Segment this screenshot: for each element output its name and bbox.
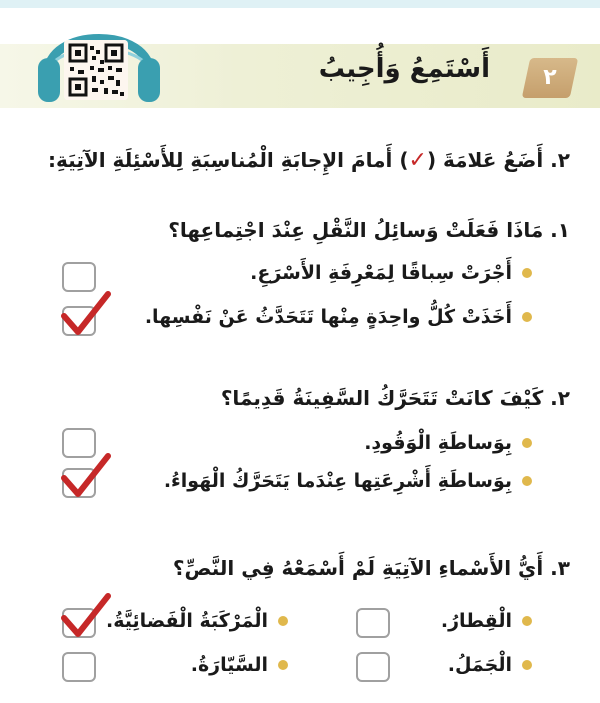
option-text: الْجَمَلُ. [447,654,512,676]
question-3-label: ٣. أَيُّ الأَسْماءِ الآتِيَةِ لَمْ أَسْمَعْهُ فِي النَّصِّ؟ [172,556,570,580]
bullet-icon [522,476,532,486]
question-3-option-1-checkbox[interactable] [356,608,390,638]
bullet-icon [278,660,288,670]
question-1-label: ١. مَاذَا فَعَلَتْ وَسائِلُ النَّقْلِ عِنْدَ اجْتِماعِها؟ [168,218,570,242]
instruction-suffix: ) أَمامَ الإِجابَةِ الْمُناسِبَةِ لِلأَسْئِلَةِ الآتِيَةِ: [48,148,409,172]
checkmark-icon [60,452,112,498]
instruction [48,148,570,173]
bullet-icon [522,268,532,278]
option-text: الْقِطارُ. [440,610,512,632]
question-2-option-1 [364,432,532,454]
bullet-icon [522,438,532,448]
question-1-option-1 [250,262,532,284]
option-text: أَخَذَتْ كُلُّ واحِدَةٍ مِنْها تَتَحَدَّثُ عَنْ نَفْسِها. [144,306,512,328]
checkmark-icon [60,290,112,336]
section-number: ٢ [543,65,557,90]
question-2-label: ٢. كَيْفَ كانَتْ تَتَحَرَّكُ السَّفِينَةُ قَدِيمًا؟ [220,386,570,410]
section-title: أَسْتَمِعُ وَأُجِيبُ [318,54,490,84]
option-text: أَجْرَتْ سِباقًا لِمَعْرِفَةِ الأَسْرَعِ. [250,262,512,284]
question-1-option-2 [145,306,532,328]
checkmark-icon [60,592,112,638]
bullet-icon [278,616,288,626]
option-text: بِوَساطَةِ الْوَقُودِ. [364,432,512,454]
question-2-option-2 [164,470,532,492]
instruction-prefix: ٢. أَضَعُ عَلامَةَ ( [426,148,570,172]
bullet-icon [522,616,532,626]
question-3-option-1 [441,610,532,632]
option-text: السَّيّارَةُ. [190,654,268,676]
question-1-option-1-checkbox[interactable] [62,262,96,292]
bullet-icon [522,660,532,670]
section-number-tab [522,58,579,98]
qr-code-icon[interactable] [64,40,128,100]
question-3-option-4 [191,654,288,676]
question-3-option-3-checkbox[interactable] [356,652,390,682]
question-3-option-2 [106,610,288,632]
option-text: بِوَساطَةِ أَشْرِعَتِها عِنْدَما يَتَحَرَّكُ الْهَواءُ. [163,470,512,492]
bullet-icon [522,312,532,322]
option-text: الْمَرْكَبَةُ الْفَضائِيَّةُ. [106,610,268,632]
question-3-option-4-checkbox[interactable] [62,652,96,682]
instruction-check-mark: ✓ [408,148,427,173]
question-3-option-3 [448,654,532,676]
